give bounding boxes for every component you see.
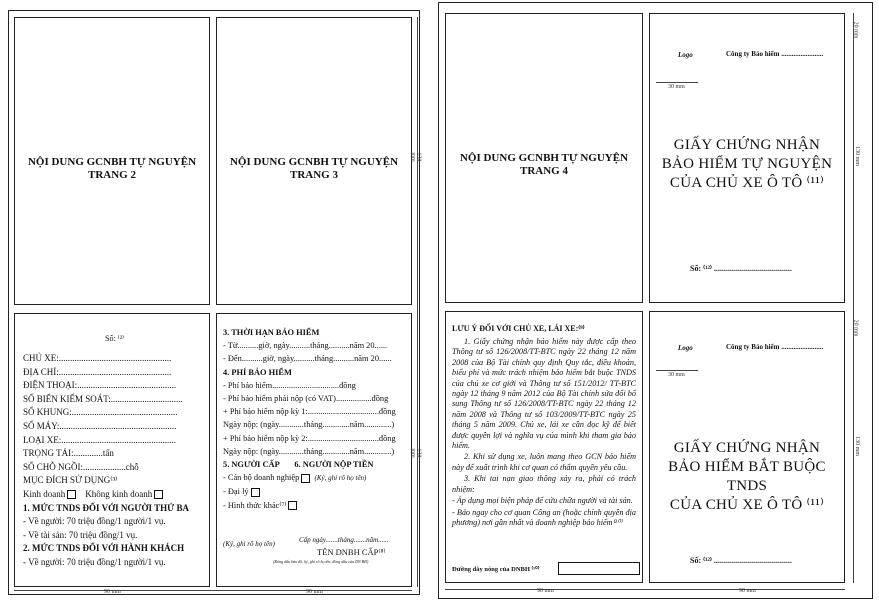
issuer-agent-checkbox[interactable] — [251, 488, 260, 497]
hotline-label: Đường dây nóng của DNBH ⁽¹⁰⁾ — [452, 566, 540, 573]
panel-notes — [445, 311, 643, 583]
hotline-box — [558, 562, 640, 575]
issuing-company: TÊN DNBH CẤP⁽⁸⁾ — [317, 547, 386, 557]
note-paragraph: 1. Giấy chứng nhận bảo hiểm này được cấp theo Thông tư số 126/2008/TT-BTC ngày 22 tháng 12 năm 2008 của Bộ Tài chính quy định Quy tắc, điều khoản, biểu phí và mức trách nhiệm bảo hiểm bắt buộc TNDS của chủ xe cơ giới và Thông tư số 151/2012/ TT-BTC ngày 12 tháng 9 năm 2012 của Bộ Tài chính sửa đổi bổ sung Thông tư số 126/2008/TT-BTC ngày 22 tháng 12 năm 2008 và Thông tư số 103/2009/TT-BTC ngày 25 tháng 5 năm 2009. Chủ xe, lái xe cần đọc kỹ để biết được quyền lợi và nghĩa vụ của mình khi tham gia bảo hiểm. — [452, 337, 636, 451]
note-paragraph: 3. Khi tai nạn giao thông xảy ra, phải có trách nhiệm: — [452, 474, 636, 494]
issuer-other-checkbox[interactable] — [288, 501, 297, 510]
fee-line: + Phí bảo hiểm nộp kỳ 2:..................................đồng — [223, 433, 396, 443]
insurer-name: Công ty Bảo hiểm ........................ — [726, 343, 824, 351]
company-note: (Đóng dấu bản đỏ, ký, ghi rõ họ tên, đóng dấu của DN BH) — [273, 559, 369, 564]
title-line: CỦA CHỦ XE Ô TÔ ⁽¹¹⁾ — [669, 497, 825, 513]
certificate-title — [650, 439, 844, 515]
dimension-line-right — [417, 17, 418, 587]
right-sheet — [438, 2, 873, 599]
serial-number: Số: ⁽²⁾ — [105, 334, 124, 343]
panel-title-1 — [15, 156, 209, 182]
issuer-staff-label: - Cán bộ doanh nghiệp — [223, 473, 300, 483]
sign-note: (Ký, ghi rõ họ tên) — [223, 540, 275, 548]
panel-voluntary-certificate — [649, 13, 845, 303]
title-line: NỘI DUNG GCNBH TỰ NGUYỆN — [459, 152, 629, 164]
fee-line: Ngày nộp: (ngày............tháng.............năm.............) — [223, 446, 395, 456]
title-line: GIẤY CHỨNG NHẬN — [673, 440, 821, 456]
certificate-serial: Số: ⁽¹²⁾ ....................................... — [690, 556, 792, 565]
logo-placeholder: Logo — [678, 51, 693, 59]
field-engine: SỐ MÁY:.................................................... — [23, 420, 177, 431]
certificate-title — [650, 136, 844, 193]
title-line: GIẤY CHỨNG NHẬN — [673, 137, 821, 153]
issue-date: Cấp ngày.......tháng.......năm...... — [299, 536, 389, 544]
fee-line: - Phí bảo hiểm................................đồng — [223, 380, 356, 390]
field-frame: SỐ KHUNG:............................................... — [23, 407, 178, 418]
notes-heading: LƯU Ý ĐỐI VỚI CHỦ XE, LÁI XE:⁽⁹⁾ — [452, 324, 585, 333]
note-paragraph: - Báo ngay cho cơ quan Công an (hoặc chính quyền địa phương) nơi gần nhất và doanh nghiệp bảo hiểm⁽¹⁰⁾ — [452, 507, 636, 527]
vehicle-fields — [23, 352, 208, 570]
usage-business-checkbox[interactable] — [67, 490, 76, 499]
section-1-line: - Về tài sản: 70 triệu đồng/1 vụ. — [23, 529, 138, 540]
dimension-height-top: 130 mm — [853, 146, 860, 166]
section-2-line: - Về người: 70 triệu đồng/1 người/1 vụ. — [23, 556, 166, 567]
logo-dimension-line — [656, 82, 698, 83]
field-address: ĐỊA CHỈ:.................................................. — [23, 366, 172, 377]
title-line: CỦA CHỦ XE Ô TÔ ⁽¹¹⁾ — [669, 175, 825, 191]
dimension-line-bottom — [14, 590, 412, 591]
note-paragraph: - Áp dụng mọi biện pháp để cứu chữa người và tài sản. — [452, 496, 633, 506]
section-1-line: - Về người: 70 triệu đồng/1 người/1 vụ. — [23, 516, 166, 527]
field-tonnage: TRỌNG TẢI:.............tấn — [23, 448, 114, 459]
title-line: BẢO HIỂM TỰ NGUYỆN — [661, 156, 833, 172]
section-4-heading: 4. PHÍ BẢO HIỂM — [223, 367, 292, 377]
issuer-agent-label: - Đại lý — [223, 487, 249, 497]
field-plate: SỐ BIỂN KIỂM SOÁT:................................ — [23, 393, 183, 404]
terms-content — [223, 326, 411, 512]
panel-insurance-terms — [216, 313, 412, 587]
panel-title-2 — [217, 156, 411, 182]
title-line: TRANG 4 — [520, 165, 568, 177]
title-line: NỘI DUNG GCNBH TỰ NGUYỆN — [27, 156, 197, 168]
note-paragraph: 2. Khi sử dụng xe, luôn mang theo GCN bảo hiểm này để xuất trình khi cơ quan có thẩm quyền yêu cầu. — [452, 452, 636, 472]
issuer-staff-checkbox[interactable] — [301, 474, 310, 483]
insurer-name: Công ty Bảo hiểm ........................ — [726, 50, 824, 58]
section-6-heading: 6. NGƯỜI NỘP TIỀN — [294, 460, 374, 470]
logo-placeholder: Logo — [678, 344, 693, 352]
dimension-width-right: 90 mm — [306, 589, 323, 595]
issuer-row-3 — [223, 499, 411, 512]
title-line: BẢO HIỂM BẮT BUỘC TNDS — [668, 459, 826, 494]
dimension-height-top: 130 mm — [409, 152, 422, 162]
field-phone: ĐIỆN THOẠI:............................................ — [23, 380, 177, 391]
field-owner: CHỦ XE:.................................................. — [23, 353, 172, 363]
payer-note: (Ký, ghi rõ họ tên) — [314, 474, 367, 483]
panel-compulsory-certificate — [649, 311, 845, 583]
dimension-width-right: 90 mm — [739, 588, 756, 594]
usage-business-label: Kinh doanh — [23, 488, 66, 499]
usage-nonbusiness-label: Không kinh doanh — [85, 488, 153, 499]
dimension-height-bottom: 130 mm — [853, 436, 860, 456]
logo-dimension-line — [656, 370, 698, 371]
dimension-line-bottom — [445, 589, 845, 590]
section-5-heading: 5. NGƯỜI CẤP — [223, 460, 280, 470]
panel-trang-3 — [216, 17, 412, 305]
panel-trang-2 — [14, 17, 210, 305]
section-3-heading: 3. THỜI HẠN BẢO HIỂM — [223, 328, 320, 337]
logo-width: 30 mm — [668, 372, 685, 378]
title-line: NỘI DUNG GCNBH TỰ NGUYỆN — [229, 156, 399, 168]
logo-height: 20 mm — [852, 319, 859, 337]
logo-width: 30 mm — [668, 84, 685, 90]
section-1-heading: 1. MỨC TNDS ĐỐI VỚI NGƯỜI THỨ BA — [23, 502, 190, 513]
field-seats: SỐ CHỖ NGỒI:...................chỗ — [23, 461, 139, 472]
notes-body — [452, 337, 636, 529]
panel-title-4 — [446, 152, 642, 178]
dimension-width-left: 90 mm — [104, 589, 121, 595]
period-from: - Từ..........giờ, ngày..........tháng..........năm 20...... — [223, 341, 388, 351]
panel-trang-4 — [445, 13, 643, 303]
fee-line: + Phí bảo hiểm nộp kỳ 1:..................................đồng — [223, 407, 396, 417]
issuer-row-2 — [223, 485, 411, 498]
dimension-width-left: 90 mm — [537, 588, 554, 594]
issuer-row-1 — [223, 471, 411, 485]
section-2-heading: 2. MỨC TNDS ĐỐI VỚI HÀNH KHÁCH — [23, 543, 185, 554]
section-5-6-heading — [223, 458, 411, 471]
certificate-serial: Số: ⁽¹²⁾ ....................................... — [690, 264, 792, 273]
logo-height: 20 mm — [852, 21, 859, 39]
dimension-line-right — [853, 13, 854, 583]
issuer-other-label: - Hình thức khác⁽⁷⁾ — [223, 500, 287, 510]
fee-line: - Phí bảo hiểm phải nộp (có VAT).................đồng — [223, 394, 389, 404]
period-to: - Đến..........giờ, ngày..........tháng..........năm 20...... — [223, 354, 392, 364]
usage-options — [23, 488, 208, 502]
field-vehicle-type: LOẠI XE:................................................... — [23, 434, 176, 445]
dimension-height-bottom: 130 mm — [409, 448, 422, 458]
field-usage: MỤC ĐÍCH SỬ DỤNG⁽³⁾ — [23, 475, 118, 486]
usage-nonbusiness-checkbox[interactable] — [154, 490, 163, 499]
left-sheet — [8, 10, 420, 595]
fee-line: Ngày nộp: (ngày............tháng.............năm.............) — [223, 420, 395, 430]
panel-vehicle-info — [14, 313, 210, 587]
title-line: TRANG 3 — [290, 169, 338, 181]
title-line: TRANG 2 — [88, 169, 136, 181]
